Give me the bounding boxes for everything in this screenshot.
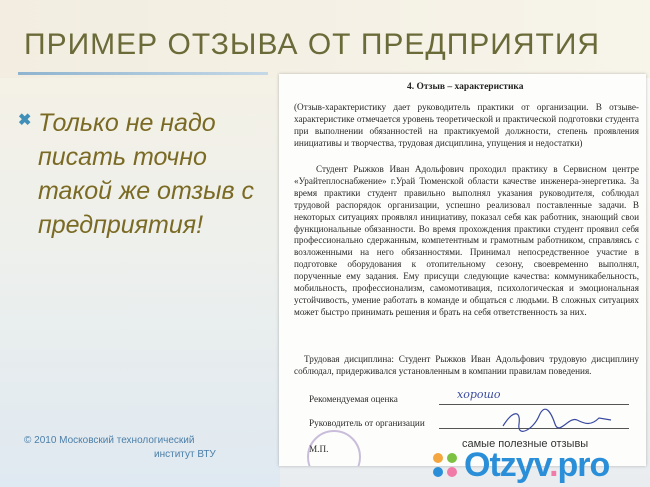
slide-footer [24, 434, 224, 462]
brand-main: Otzyv [464, 446, 550, 484]
bullet-text: Только не надо писать точно такой же отзыв с предприятия! [38, 109, 255, 239]
watermark-brand [464, 446, 609, 485]
stamp-icon [307, 430, 361, 466]
otzyv-logo-icon [430, 450, 460, 480]
footer-line-1: © 2010 Московский технологический [24, 435, 195, 446]
x-bullet-icon: ✖ [18, 112, 32, 129]
document-discipline: Трудовая дисциплина: Студент Рыжков Иван Адольфович трудовую дисциплину соблюдал, придерживался установленным в компании правилам поведения. [294, 354, 639, 376]
slide-title: ПРИМЕР ОТЗЫВА ОТ ПРЕДПРИЯТИЯ [24, 28, 601, 61]
supervisor-label: Руководитель от организации [309, 418, 425, 428]
signature-icon [499, 406, 619, 434]
grade-handwritten: хорошо [457, 388, 501, 401]
grade-row [309, 388, 629, 404]
document-heading: 4. Отзыв – характеристика [407, 82, 524, 92]
footer-line-2: институт ВТУ [154, 449, 216, 460]
supervisor-row [309, 418, 629, 428]
brand-dot: . [549, 446, 558, 484]
title-underline [18, 72, 268, 75]
stamp-label: М.П. [309, 444, 329, 454]
grade-line [439, 404, 629, 405]
brand-tld: pro [557, 446, 610, 484]
document-intro: (Отзыв-характеристику дает руководитель практики от организации. В отзыве-характеристике отмечается уровень теоретической и практической подготовки студента при выполнении обязанностей на практикуемой должности, степень проявления инициативы и творчества, трудовая дисциплина, упущения и недостатки) [294, 102, 639, 148]
document-scan [279, 74, 646, 466]
document-body: Студент Рыжков Иван Адольфович проходил практику в Сервисном центре «Урайтеплоснабжение» г.Урай Тюменской области качестве инженера-энергетика. За время практики студент правильно выполнял указания руководителя, соблюдал трудовой распорядок организации, успешно реализовал поставленные задачи. В некоторых ситуациях проявлял инициативу, показал себя как работник, знающий свои функциональные обязанности. Во время прохождения практики студент проявил себя профессионально сдержанным, компетентным и грамотным работником, справляясь с возложенными на него обязанностями. Принимал непосредственное участие в подготовке оборудования к отопительному сезону, своевременно выполнял, порученные ему задания. Ему присущи следующие качества: коммуникабельность, мобильность, профессионализм, самомотивация, психологическая и эмоциональная устойчивость, умение работать в команде и общаться с людьми. В сложных ситуациях может быстро принимать решения и брать на себя ответственность за них. [294, 164, 639, 317]
watermark-caption: самые полезные отзывы [462, 438, 589, 450]
grade-label: Рекомендуемая оценка [309, 394, 398, 404]
otzyv-watermark [430, 438, 650, 487]
